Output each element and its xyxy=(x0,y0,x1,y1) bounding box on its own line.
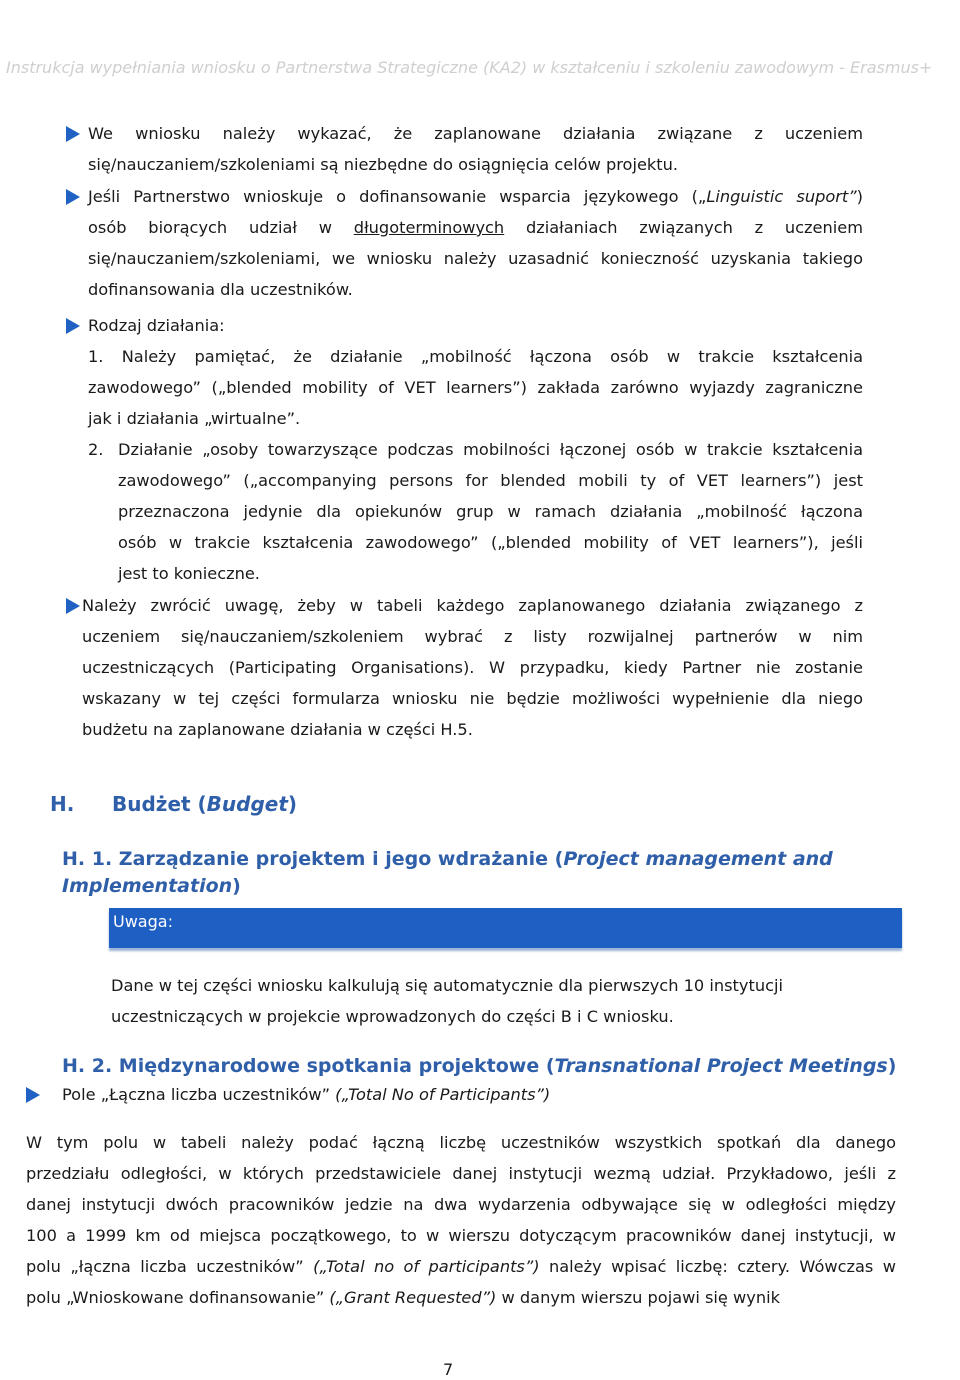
text-line: dofinansowania dla uczestników. xyxy=(88,280,353,299)
text-line: polu „Wnioskowane dofinansowanie” („Grant Requested”) w danym wierszu pojawi się wynik xyxy=(26,1288,780,1307)
text-line: uczeniem się/nauczaniem/szkoleniem wybrać z listy rozwijalnej partnerów w nim xyxy=(82,627,863,646)
section-title: Budżet ( xyxy=(112,792,207,816)
section-title-en: Budget xyxy=(206,792,288,816)
bullet-5-text xyxy=(62,1079,550,1110)
note-label: Uwaga: xyxy=(113,912,173,931)
bullet-triangle-icon xyxy=(26,1087,40,1103)
text-line: przeznaczona jedynie dla opiekunów grup w ramach działania „mobilność łączona xyxy=(118,502,863,521)
body-paragraph xyxy=(26,1127,896,1313)
text-line: danej instytucji dwóch pracowników jedzie na dwa wydarzenia odbywające się w odległości między xyxy=(26,1195,896,1214)
text-line: przedziału odległości, w których przedstawiciele danej instytucji wezmą udział. Przykładowo, jeśli z xyxy=(26,1164,896,1183)
text-line: W tym polu w tabeli należy podać łączną liczbę uczestników wszystkich spotkań dla danego xyxy=(26,1133,896,1152)
note-banner xyxy=(109,908,902,948)
text-line: zawodowego” („blended mobility of VET learners”) zakłada zarówno wyjazdy zagraniczne xyxy=(88,378,863,397)
bullet-triangle-icon xyxy=(66,189,80,205)
text-line: osób biorących udział w długoterminowych działaniach związanych z uczeniem xyxy=(88,218,864,237)
text-line: Dane w tej części wniosku kalkulują się automatycznie dla pierwszych 10 instytucji xyxy=(111,976,783,995)
running-header: Instrukcja wypełniania wniosku o Partnerstwa Strategiczne (KA2) w kształceniu i szkoleniu zawodowym - Erasmus+ xyxy=(6,58,933,77)
text-line: budżetu na zaplanowane działania w części H.5. xyxy=(82,720,473,739)
text-line: uczestniczących (Participating Organisations). W przypadku, kiedy Partner nie zostanie xyxy=(82,658,863,677)
note-text xyxy=(111,970,871,1032)
text-line: się/nauczaniem/szkoleniami są niezbędne do osiągnięcia celów projektu. xyxy=(88,155,679,174)
text-line: Należy zwrócić uwagę, żeby w tabeli każdego zaplanowanego działania związanego z xyxy=(82,596,863,615)
subsection-heading-h1: H. 1. Zarządzanie projektem i jego wdrażanie (Project management and Implementation) xyxy=(62,848,833,897)
text-line: Działanie „osoby towarzyszące podczas mobilności łączonej osób w trakcie kształcenia xyxy=(118,440,863,459)
text-line: zawodowego” („accompanying persons for blended mobili ty of VET learners”) jest xyxy=(118,471,863,490)
page-number: 7 xyxy=(443,1360,454,1379)
text-line: jest to konieczne. xyxy=(118,564,260,583)
bullet-1-text xyxy=(88,118,863,180)
text-line: osób w trakcie kształcenia zawodowego” („blended mobility of VET learners”), jeśli xyxy=(118,533,863,552)
bullet-4-text xyxy=(82,590,863,745)
bullet-triangle-icon xyxy=(66,598,80,614)
numbered-item-1 xyxy=(88,341,863,434)
text-line: 1. Należy pamiętać, że działanie „mobilność łączona osób w trakcie kształcenia xyxy=(88,347,863,366)
subsection-heading-h2: H. 2. Międzynarodowe spotkania projektowe (Transnational Project Meetings) xyxy=(62,1055,897,1077)
numbered-item-2-number xyxy=(88,434,103,465)
text-line: We wniosku należy wykazać, że zaplanowane działania związane z uczeniem xyxy=(88,124,863,143)
text-line: 2. xyxy=(88,440,104,459)
text-line: polu „łączna liczba uczestników” („Total no of participants”) należy wpisać liczbę: cztery. Wówczas w xyxy=(26,1257,896,1276)
text-line: Pole „Łączna liczba uczestników” („Total No of Participants”) xyxy=(62,1085,551,1104)
section-number: H. xyxy=(50,792,75,816)
bullet-triangle-icon xyxy=(66,318,80,334)
numbered-item-2 xyxy=(118,434,863,589)
text-line: Jeśli Partnerstwo wnioskuje o dofinansowanie wsparcia językowego („Linguistic suport”) xyxy=(88,187,863,206)
text-line: jak i działania „wirtualne”. xyxy=(88,409,301,428)
text-line: 100 a 1999 km od miejsca początkowego, to w wierszu dotyczącym pracowników danej instytucji, w xyxy=(26,1226,896,1245)
section-title-close: ) xyxy=(287,792,298,816)
text-line: uczestniczących w projekcie wprowadzonych do części B i C wniosku. xyxy=(111,1007,674,1026)
bullet-2-text xyxy=(88,181,863,305)
bullet-triangle-icon xyxy=(66,126,80,142)
text-line: Rodzaj działania: xyxy=(88,316,225,335)
bullet-3-label xyxy=(88,310,225,341)
section-heading-h xyxy=(50,792,297,816)
text-line: się/nauczaniem/szkoleniami, we wniosku należy uzasadnić konieczność uzyskania takiego xyxy=(88,249,863,268)
text-line: wskazany w tej części formularza wniosku nie będzie możliwości wypełnienie dla niego xyxy=(82,689,863,708)
